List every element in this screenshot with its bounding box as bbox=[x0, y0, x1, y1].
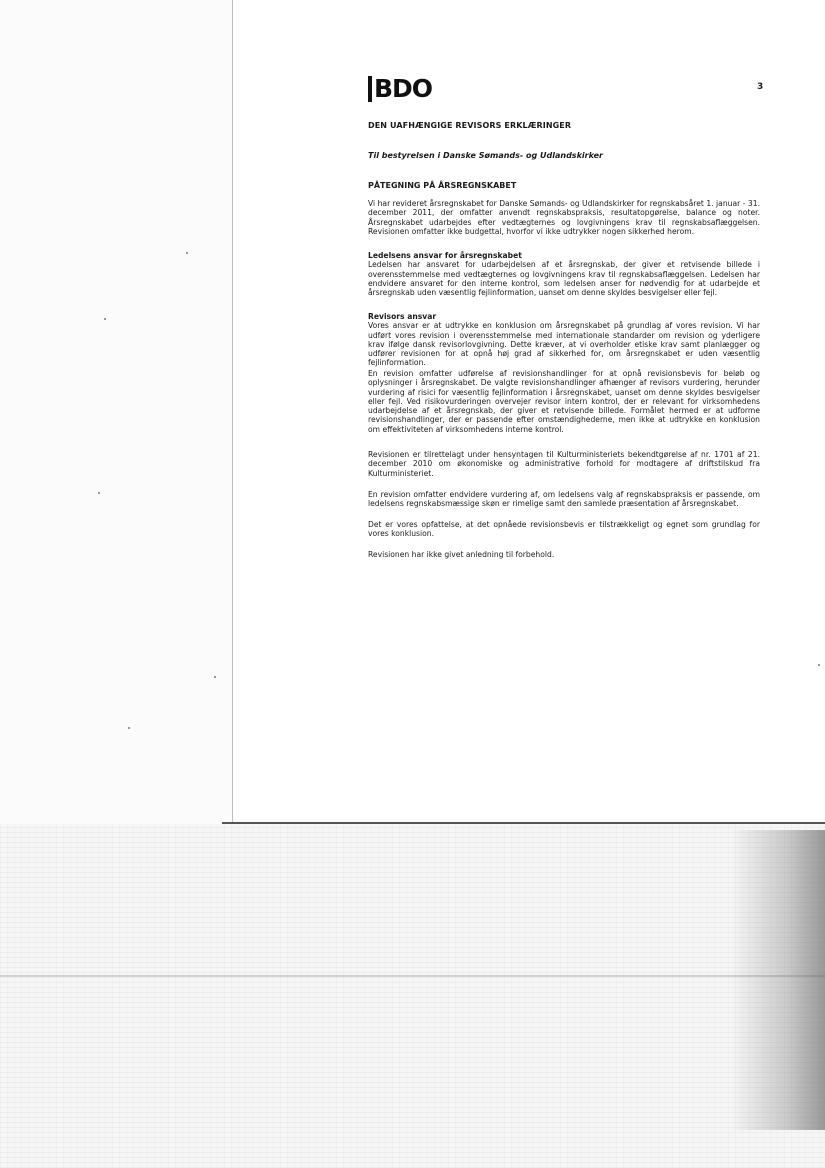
paragraph-ministry-regulation bbox=[368, 450, 760, 478]
scan-speck bbox=[818, 664, 820, 666]
paragraph-heading: Revisors ansvar bbox=[368, 312, 437, 321]
paragraph-text: En revision omfatter endvidere vurdering af, om ledelsens valg af regnskabspraksis er passende, om ledelsens regnskabsmæssige skøn er rimelige samt den samlede præsentation af årsregnskabet. bbox=[368, 490, 760, 509]
bdo-logo-bar bbox=[368, 76, 372, 102]
bdo-logo bbox=[368, 76, 432, 102]
scan-artifact-line bbox=[0, 975, 825, 977]
paragraph-heading: Ledelsens ansvar for årsregnskabet bbox=[368, 251, 522, 260]
section-title: PÅTEGNING PÅ ÅRSREGNSKABET bbox=[368, 181, 517, 190]
page-left-edge bbox=[232, 0, 233, 822]
paragraph-management-responsibility bbox=[368, 251, 760, 297]
paragraph-text: Vores ansvar er at udtrykke en konklusion om årsregnskabet på grundlag af vores revision. Vi har udført vores revision i overensstemmelse med internationale standarder om revision og yderligere krav ifølge dansk revisorlovgivning. Dette kræver, at vi overholder etiske krav samt planlægger og udfører revisionen for at opnå høj grad af sikkerhed for, om årsregnskabet er uden væsentlig fejlinformation. bbox=[368, 321, 760, 368]
paragraph-text: Revisionen har ikke givet anledning til forbehold. bbox=[368, 550, 555, 559]
addressee-line: Til bestyrelsen i Danske Sømands- og Udlandskirker bbox=[368, 151, 603, 160]
scan-speck bbox=[186, 252, 188, 254]
scan-speck bbox=[128, 727, 130, 729]
scan-shadow bbox=[730, 830, 825, 1130]
page-number: 3 bbox=[757, 82, 764, 92]
scan-speck bbox=[98, 492, 100, 494]
paragraph-auditor-responsibility bbox=[368, 312, 760, 368]
scan-speck bbox=[214, 676, 216, 678]
bdo-logo-text: BDO bbox=[374, 74, 433, 103]
paragraph-accounting-policies bbox=[368, 490, 760, 509]
paragraph-text: Det er vores opfattelse, at det opnåede revisionsbevis er tilstrækkeligt og egnet som grundlag for vores konklusion. bbox=[368, 520, 760, 539]
document-title: DEN UAFHÆNGIGE REVISORS ERKLÆRINGER bbox=[368, 121, 572, 130]
paragraph-text: Vi har revideret årsregnskabet for Danske Sømands- og Udlandskirker for regnskabsåret 1. januar - 31. december 2011, der omfatter anvendt regnskabspraksis, resultatopgørelse, balance og noter. Årsregnskabet udarbejdes efter vedtægternes og lovgivningens krav til regnskabsaflæggelsen. Revisionen omfatter ikke budgettal, hvorfor vi ikke udtrykker nogen sikkerhed herom. bbox=[368, 199, 760, 236]
paragraph-text: En revision omfatter udførelse af revisionshandlinger for at opnå revisionsbevis for beløb og oplysninger i årsregnskabet. De valgte revisionshandlinger afhænger af revisors vurdering, herunder vurdering af risici for væsentlig fejlinformation i årsregnskabet, uanset om denne skyldes besvigelser eller fejl. Ved risikovurderingen overvejer revisor intern kontrol, der er relevant for virksomhedens udarbejdelse af et årsregnskab, der giver et retvisende billede. Formålet hermed er at udforme revisionshandlinger, der er passende efter omstændighederne, men ikke at udtrykke en konklusion om effektiviteten af virksomhedens interne kontrol. bbox=[368, 369, 760, 434]
paragraph-text: Revisionen er tilrettelagt under hensyntagen til Kulturministeriets bekendtgørelse af nr. 1701 af 21. december 2010 om økonomiske og administrative forhold for modtagere af driftstilskud fra Kulturministeriet. bbox=[368, 450, 760, 478]
paragraph-opinion-basis bbox=[368, 520, 760, 539]
scan-speck bbox=[104, 318, 106, 320]
paragraph-no-qualification bbox=[368, 550, 760, 559]
paragraph-text: Ledelsen har ansvaret for udarbejdelsen af et årsregnskab, der giver et retvisende billede i overensstemmelse med vedtægternes og lovgivningens krav til regnskabsaflæggelsen. Ledelsen har endvidere ansvaret for den interne kontrol, som ledelsen anser for nødvendig for at udarbejde et årsregnskab uden væsentlig fejlinformation, uanset om denne skyldes besvigelser eller fejl. bbox=[368, 260, 760, 298]
paragraph-intro bbox=[368, 199, 760, 236]
scan-noise-area bbox=[0, 824, 825, 1168]
paragraph-audit-procedures bbox=[368, 369, 760, 434]
